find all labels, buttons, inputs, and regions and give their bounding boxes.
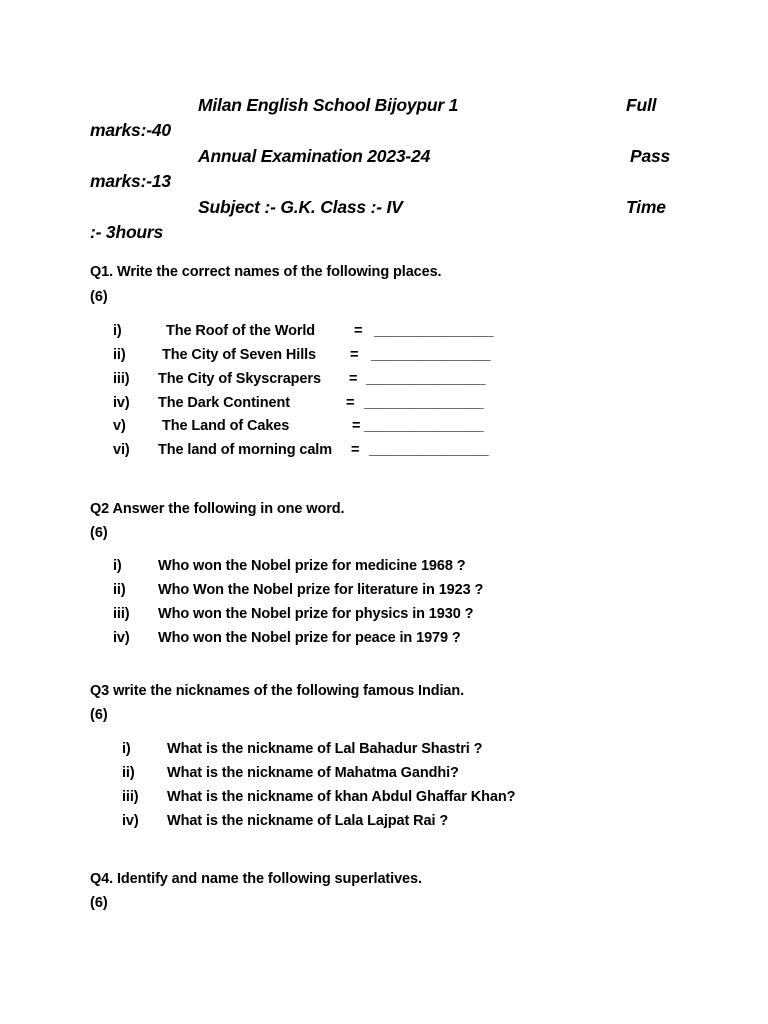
full-label: Full (626, 95, 657, 115)
item-text: Who won the Nobel prize for physics in 1930 ? (158, 606, 474, 622)
item-text: The Dark Continent (158, 395, 290, 411)
subject-class: Subject :- G.K. Class :- IV (198, 197, 403, 217)
exam-title: Annual Examination 2023-24 (198, 146, 431, 166)
answer-blank: _______________ (371, 347, 491, 363)
equals-sign: = (351, 442, 360, 458)
item-text: What is the nickname of Lala Lajpat Rai ? (167, 813, 449, 829)
answer-blank: _______________ (374, 323, 494, 339)
item-text: Who won the Nobel prize for medicine 1968 ? (158, 558, 466, 574)
equals-sign: = (350, 347, 359, 363)
item-number: i) (122, 741, 131, 757)
item-text: The City of Skyscrapers (158, 371, 321, 387)
answer-blank: _______________ (364, 395, 484, 411)
item-text: What is the nickname of Mahatma Gandhi? (167, 765, 459, 781)
pass-marks: marks:-13 (90, 171, 171, 191)
item-number: i) (113, 558, 122, 574)
item-number: vi) (113, 442, 130, 458)
pass-label: Pass (630, 146, 671, 166)
school-name: Milan English School Bijoypur 1 (198, 95, 459, 115)
item-number: iii) (113, 606, 130, 622)
item-text: The land of morning calm (158, 442, 333, 458)
item-text: The City of Seven Hills (162, 347, 317, 363)
item-number: v) (113, 418, 126, 434)
item-number: ii) (113, 347, 126, 363)
item-text: Who won the Nobel prize for peace in 1979 ? (158, 630, 461, 646)
item-text: Who Won the Nobel prize for literature in 1923 ? (158, 582, 484, 598)
item-number: i) (113, 323, 122, 339)
equals-sign: = (352, 418, 361, 434)
q2-heading: Q2 Answer the following in one word. (90, 501, 345, 517)
item-number: ii) (113, 582, 126, 598)
item-text: The Roof of the World (166, 323, 316, 339)
item-number: iii) (122, 789, 139, 805)
time-value: :- 3hours (90, 222, 164, 242)
answer-blank: _______________ (364, 418, 484, 434)
item-number: iv) (113, 630, 130, 646)
item-number: iv) (122, 813, 139, 829)
item-number: iii) (113, 371, 130, 387)
q2-marks: (6) (90, 525, 108, 541)
equals-sign: = (354, 323, 363, 339)
q4-marks: (6) (90, 895, 108, 911)
q1-marks: (6) (90, 289, 108, 305)
item-text: The Land of Cakes (162, 418, 290, 434)
q4-heading: Q4. Identify and name the following superlatives. (90, 871, 422, 887)
item-number: ii) (122, 765, 135, 781)
equals-sign: = (349, 371, 358, 387)
time-label: Time (626, 197, 666, 217)
q3-heading: Q3 write the nicknames of the following famous Indian. (90, 683, 465, 699)
item-text: What is the nickname of khan Abdul Ghaffar Khan? (167, 789, 516, 805)
item-number: iv) (113, 395, 130, 411)
full-marks: marks:-40 (90, 120, 171, 140)
answer-blank: _______________ (366, 371, 486, 387)
q3-marks: (6) (90, 707, 108, 723)
equals-sign: = (346, 395, 355, 411)
item-text: What is the nickname of Lal Bahadur Shastri ? (167, 741, 483, 757)
answer-blank: _______________ (369, 442, 489, 458)
q1-heading: Q1. Write the correct names of the following places. (90, 264, 442, 280)
